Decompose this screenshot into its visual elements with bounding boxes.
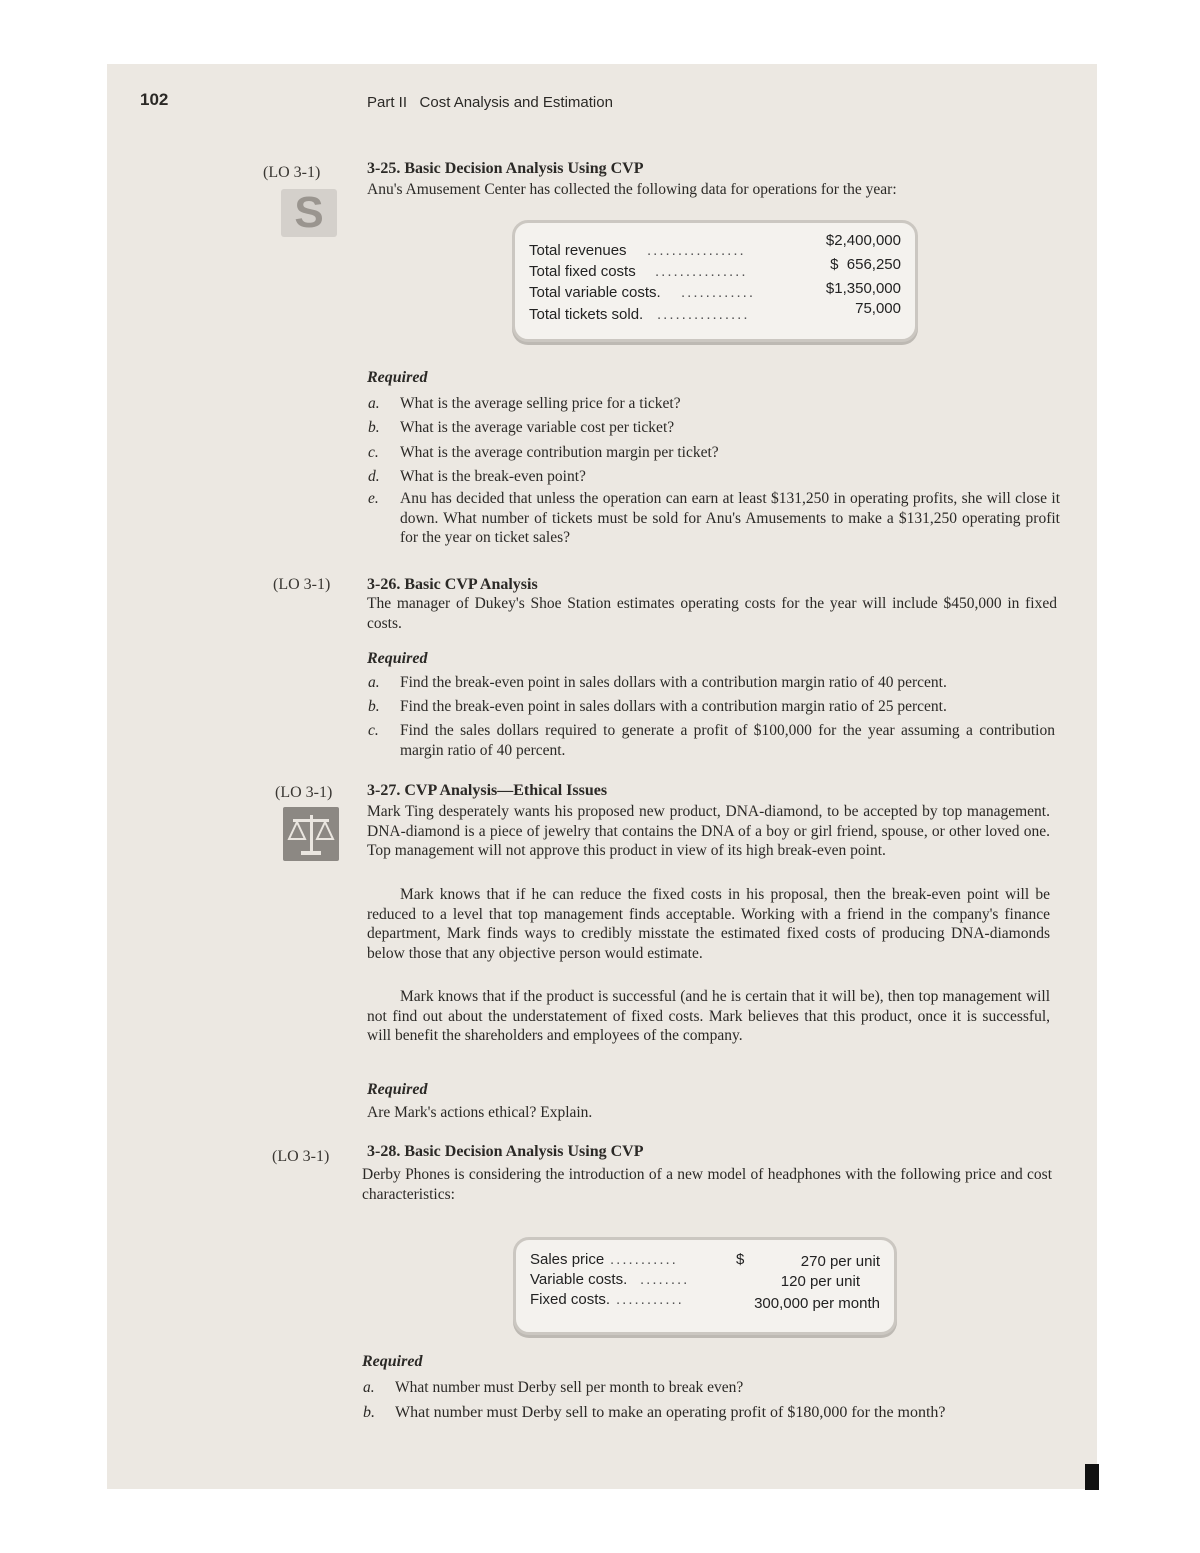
learning-objective-tag: (LO 3-1) — [275, 784, 333, 801]
item-letter: c. — [368, 444, 379, 461]
row-value: $2,400,000 — [825, 232, 901, 249]
problem-title: 3-26. Basic CVP Analysis — [367, 576, 538, 593]
table-row — [530, 1250, 880, 1270]
row-label: Total fixed costs — [529, 263, 636, 280]
question-item — [368, 418, 1060, 438]
dollar-sign: $ — [736, 1251, 745, 1268]
row-label: Total tickets sold. — [529, 306, 644, 323]
row-label: Sales price — [530, 1251, 605, 1268]
self-study-icon: S — [281, 189, 337, 237]
item-text: Find the sales dollars required to generate a profit of $100,000 for the year assuming a contribution margin ratio of 40 percent. — [400, 722, 1055, 759]
item-text: What is the break-even point? — [400, 468, 586, 485]
item-letter: e. — [368, 490, 379, 507]
problem-paragraph: Mark knows that if he can reduce the fixed costs in his proposal, then the break-even point will be reduced to a level that top management finds acceptable. Working with a friend in the company's finance department, Mark finds ways to credibly misstate the estimated fixed costs of producing DNA-diamonds below those that any objective person would estimate. — [367, 886, 1050, 962]
item-text: Find the break-even point in sales dollars with a contribution margin ratio of 25 percent. — [400, 698, 947, 715]
leader-dots: ............... — [655, 263, 748, 280]
required-heading: Required — [367, 369, 428, 386]
item-letter: d. — [368, 468, 380, 485]
learning-objective-tag: (LO 3-1) — [272, 1148, 330, 1165]
learning-objective-tag: (LO 3-1) — [263, 164, 321, 181]
problem-intro: Derby Phones is considering the introduction of a new model of headphones with the following price and cost characteristics: — [362, 1166, 1052, 1203]
data-table — [512, 220, 918, 342]
row-value: 120 per unit — [780, 1273, 860, 1290]
question-item — [368, 489, 1060, 548]
row-label: Total variable costs. — [529, 284, 661, 301]
problem-paragraph: Mark Ting desperately wants his proposed new product, DNA-diamond, to be accepted by top management. DNA-diamond is a piece of jewelry that contains the DNA of a boy or girl friend, spouse, or other loved one. Top management will not approve this product in view of its high break-even point. — [367, 803, 1050, 859]
required-heading: Required — [367, 1081, 428, 1098]
row-label: Total revenues — [529, 242, 627, 259]
question-item — [368, 394, 1060, 414]
question-item — [368, 467, 1060, 487]
row-value: 75,000 — [855, 300, 901, 317]
question-item — [363, 1378, 1055, 1398]
item-text: Anu has decided that unless the operation can earn at least $131,250 in operating profits, she will close it down. What number of tickets must be sold for Anu's Amusements to make a $131,250 operating profit for the year on ticket sales? — [400, 490, 1060, 546]
item-letter: a. — [368, 395, 380, 412]
item-text: What is the average variable cost per ticket? — [400, 419, 675, 436]
problem-title: 3-28. Basic Decision Analysis Using CVP — [367, 1143, 644, 1160]
row-value: $ 656,250 — [830, 256, 901, 273]
item-letter: c. — [368, 722, 379, 739]
table-row — [530, 1290, 880, 1310]
item-text: What number must Derby sell to make an operating profit of $180,000 for the month? — [395, 1404, 946, 1421]
leader-dots: ................ — [647, 242, 746, 259]
question-text: Are Mark's actions ethical? Explain. — [367, 1104, 593, 1121]
leader-dots: ........... — [616, 1291, 684, 1308]
problem-title: 3-27. CVP Analysis—Ethical Issues — [367, 782, 608, 799]
required-heading: Required — [367, 650, 428, 667]
page-number: 102 — [140, 90, 169, 109]
question-item — [368, 721, 1055, 760]
problem-intro: Anu's Amusement Center has collected the following data for operations for the year: — [367, 181, 897, 198]
item-letter: b. — [363, 1404, 375, 1421]
table-row — [529, 280, 901, 303]
row-label: Fixed costs. — [530, 1291, 611, 1308]
item-text: What is the average selling price for a ticket? — [400, 395, 681, 412]
scales-of-justice-icon — [283, 807, 339, 861]
problem-title: 3-25. Basic Decision Analysis Using CVP — [367, 160, 644, 177]
running-head: Part II Cost Analysis and Estimation — [367, 94, 613, 111]
item-text: What number must Derby sell per month to break even? — [395, 1379, 744, 1396]
question-item — [363, 1403, 1065, 1423]
item-letter: b. — [368, 698, 380, 715]
item-letter: a. — [363, 1379, 375, 1396]
item-letter: b. — [368, 419, 380, 436]
required-heading: Required — [362, 1353, 423, 1370]
leader-dots: ........ — [640, 1271, 690, 1288]
question-item — [368, 673, 1060, 693]
scan-edge-mark — [1085, 1464, 1099, 1490]
item-letter: a. — [368, 674, 380, 691]
item-text: What is the average contribution margin per ticket? — [400, 444, 719, 461]
item-text: Find the break-even point in sales dollars with a contribution margin ratio of 40 percent. — [400, 674, 947, 691]
problem-intro: The manager of Dukey's Shoe Station estimates operating costs for the year will include $450,000 in fixed costs. — [367, 595, 1057, 632]
row-label: Variable costs. — [530, 1271, 628, 1288]
leader-dots: ........... — [610, 1251, 678, 1268]
row-value: 300,000 per month — [754, 1295, 880, 1312]
row-value: $1,350,000 — [825, 280, 901, 297]
table-row — [530, 1270, 880, 1290]
question-item — [368, 697, 1060, 717]
leader-dots: ............... — [657, 306, 750, 323]
problem-paragraph: Mark knows that if the product is successful (and he is certain that it will be), then top management will not find out about the understatement of fixed costs. Mark believes that this product, once it is successful, will benefit the shareholders and employees of the company. — [367, 988, 1050, 1044]
leader-dots: ............ — [681, 284, 756, 301]
table-row — [529, 300, 901, 325]
data-table — [513, 1237, 897, 1335]
question-item — [368, 443, 1060, 463]
row-value: 270 per unit — [800, 1253, 880, 1270]
learning-objective-tag: (LO 3-1) — [273, 576, 331, 593]
